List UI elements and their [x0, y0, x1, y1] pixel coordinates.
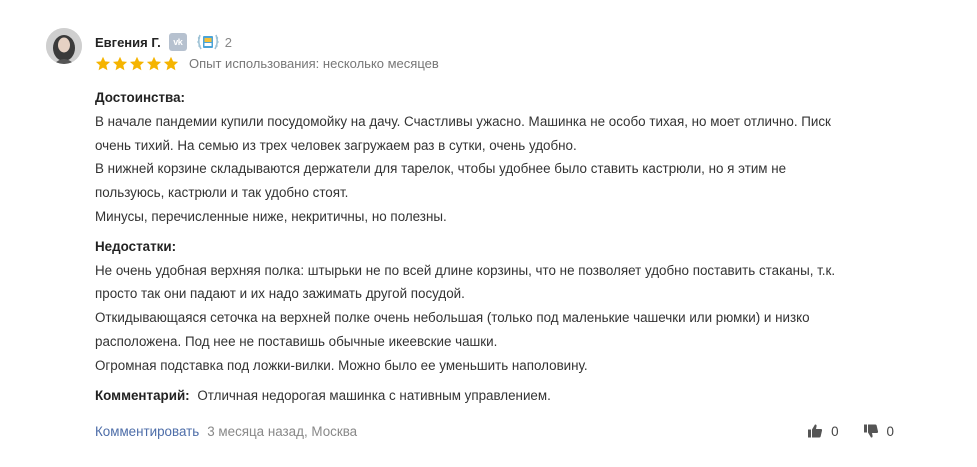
author-level	[195, 32, 232, 52]
star-icon	[112, 56, 128, 72]
like-button[interactable]	[807, 423, 838, 439]
pros-line: очень тихий. На семью из трех человек загружаем раз в сутки, очень удобно.	[95, 137, 577, 153]
dislike-button[interactable]	[863, 423, 894, 439]
thumbs-down-icon	[863, 423, 879, 439]
pros-line: В начале пандемии купили посудомойку на дачу. Счастливы ужасно. Машинка не особо тихая, но моет отлично. Писк	[95, 113, 831, 129]
user-photo-icon	[46, 28, 82, 64]
review-footer	[95, 421, 895, 441]
level-count: 2	[224, 34, 232, 50]
votes	[807, 421, 894, 441]
pros-title: Достоинства:	[95, 90, 186, 105]
author-name[interactable]: Евгения Г.	[95, 34, 161, 50]
review-body	[95, 86, 895, 407]
thumbs-up-icon	[807, 423, 823, 439]
comment-title: Комментарий:	[95, 387, 190, 403]
cons-line: Откидывающаяся сеточка на верхней полке очень небольшая (только под маленькие чашечки или рюмки) и низко	[95, 310, 810, 326]
star-icon	[95, 56, 111, 72]
rating-row	[95, 55, 439, 72]
cons-line: просто так они падают и их надо зажимать другой посудой.	[95, 286, 465, 302]
pros-line: пользуюсь, кастрюли и так удобно стоят.	[95, 185, 349, 201]
avatar[interactable]	[46, 28, 82, 64]
comment-link[interactable]: Комментировать	[95, 423, 200, 439]
vk-icon: vk	[169, 33, 187, 51]
cons-line: Огромная подставка под ложки-вилки. Можно было ее уменьшить наполовину.	[95, 357, 588, 373]
cons-title: Недостатки:	[95, 238, 177, 254]
usage-experience: Опыт использования: несколько месяцев	[189, 56, 439, 71]
comment-section	[95, 384, 895, 408]
star-icon	[163, 56, 179, 72]
cons-line: расположена. Под нее не поставишь обычные икеевские чашки.	[95, 333, 498, 349]
star-icon	[146, 56, 162, 72]
star-icon	[129, 56, 145, 72]
laurel-badge-icon	[195, 32, 221, 52]
comment-text: Отличная недорогая машинка с нативным управлением.	[197, 387, 551, 403]
author-row	[95, 33, 232, 51]
pros-line: Минусы, перечисленные ниже, некритичны, но полезны.	[95, 208, 447, 224]
rating-stars	[95, 56, 179, 72]
like-count: 0	[831, 423, 839, 439]
pros-line: В нижней корзине складываются держатели для тарелок, чтобы удобнее было ставить кастрюли, но я этим не	[95, 161, 787, 177]
dislike-count: 0	[886, 423, 894, 439]
cons-line: Не очень удобная верхняя полка: штырьки не по всей длине корзины, что не позволяет удобно поставить стаканы, т.к.	[95, 262, 836, 278]
review-date-location: 3 месяца назад, Москва	[207, 423, 358, 439]
cons-section	[95, 235, 895, 378]
pros-section	[95, 86, 895, 229]
